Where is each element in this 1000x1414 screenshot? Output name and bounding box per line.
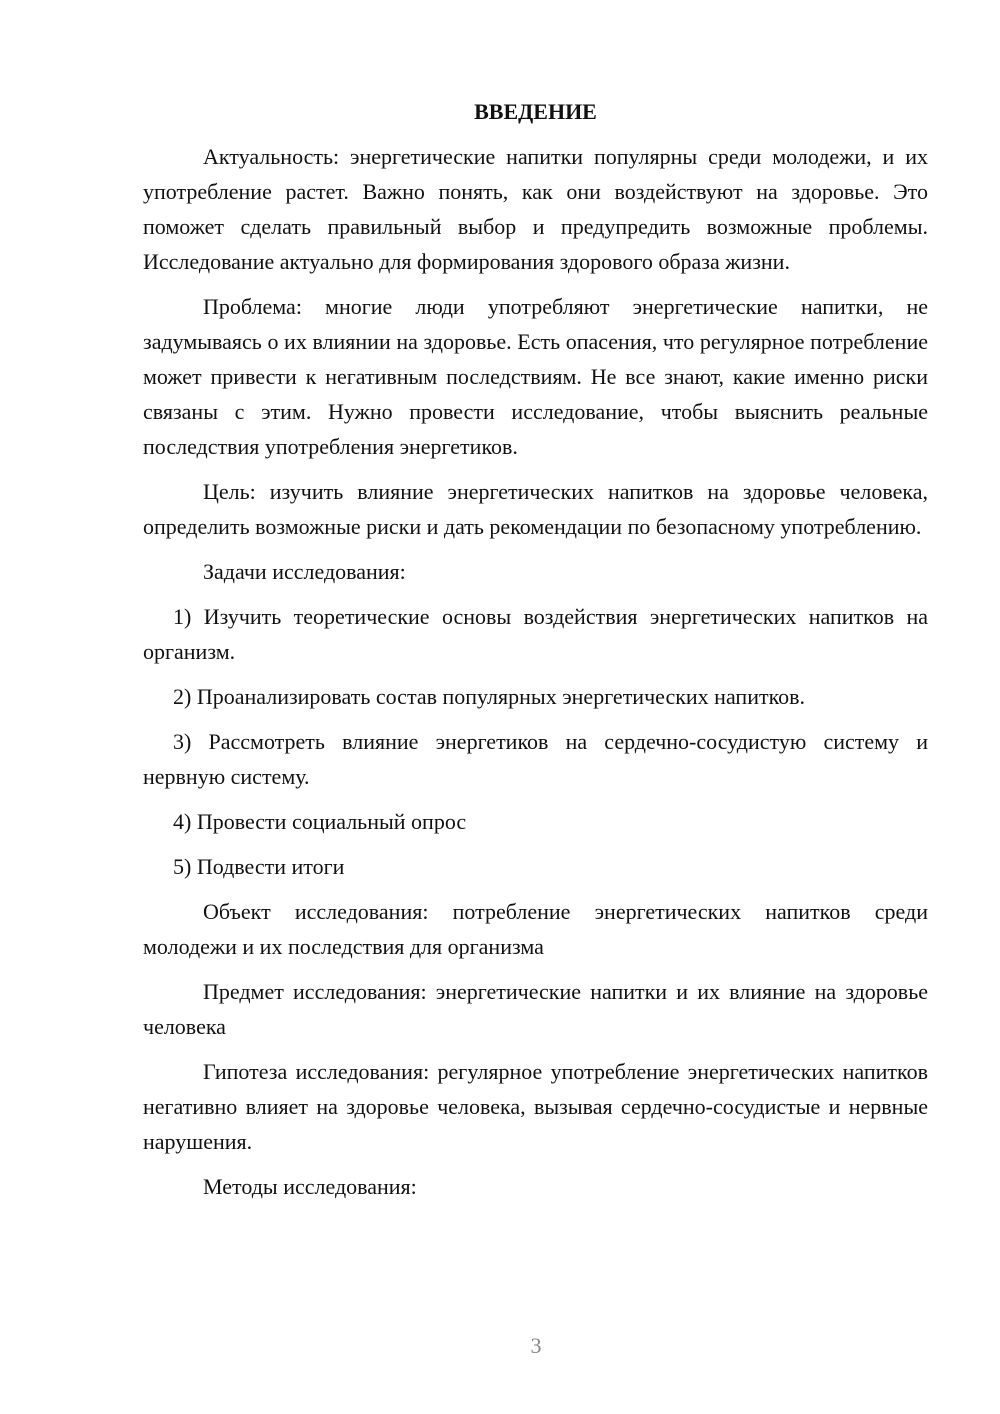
subject-paragraph: Предмет исследования: энергетические напитки и их влияние на здоровье человека [143, 979, 928, 1039]
task-item: 2) Проанализировать состав популярных энергетических напитков. [173, 684, 806, 709]
page-content [143, 94, 928, 1214]
methods-title: Методы исследования: [203, 1174, 417, 1199]
relevance-paragraph: Актуальность: энергетические напитки популярны среди молодежи, и их употребление растет. Важно понять, как они воздействуют на здоровье. Это поможет сделать правильный выбор и предупредить возможные проблемы. Исследование актуально для формирования здорового образа жизни. [143, 144, 928, 274]
section-heading: ВВЕДЕНИЕ [474, 99, 597, 124]
problem-paragraph: Проблема: многие люди употребляют энергетические напитки, не задумываясь о их влиянии на здоровье. Есть опасения, что регулярное потребление может привести к негативным последствиям. Не все знают, какие именно риски связаны с этим. Нужно провести исследование, чтобы выяснить реальные последствия употребления энергетиков. [143, 294, 928, 459]
task-item: 4) Провести социальный опрос [173, 809, 467, 834]
task-item: 1) Изучить теоретические основы воздействия энергетических напитков на организм. [143, 604, 928, 664]
tasks-list [143, 599, 928, 884]
hypothesis-paragraph: Гипотеза исследования: регулярное употребление энергетических напитков негативно влияет на здоровье человека, вызывая сердечно-сосудистые и нервные нарушения. [143, 1059, 928, 1154]
object-paragraph: Объект исследования: потребление энергетических напитков среди молодежи и их последствия для организма [143, 899, 928, 959]
task-item: 5) Подвести итоги [173, 854, 345, 879]
tasks-title: Задачи исследования: [203, 559, 406, 584]
page-number: 3 [530, 1333, 542, 1358]
task-item: 3) Рассмотреть влияние энергетиков на сердечно-сосудистую систему и нервную систему. [143, 729, 928, 789]
goal-paragraph: Цель: изучить влияние энергетических напитков на здоровье человека, определить возможные риски и дать рекомендации по безопасному употреблению. [143, 479, 928, 539]
